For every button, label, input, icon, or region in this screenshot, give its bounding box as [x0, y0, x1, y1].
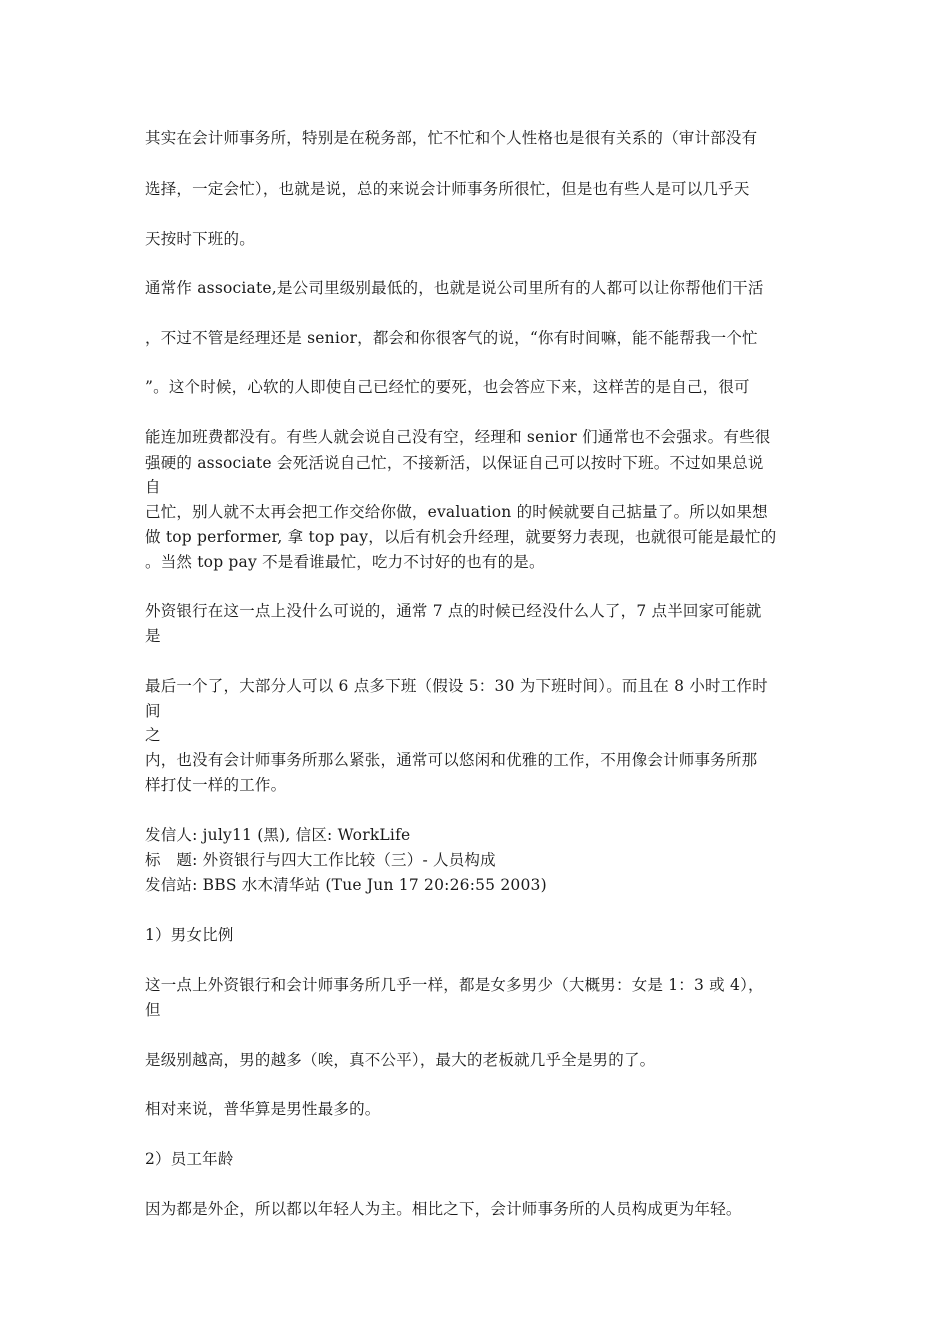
text-line: 间: [145, 702, 161, 720]
text-line: 相对来说，普华算是男性最多的。: [145, 1100, 381, 1118]
text-line: 强硬的 associate 会死活说自己忙，不接新活，以保证自己可以按时下班。不过如果总说: [145, 454, 764, 472]
section-heading: 1）男女比例: [145, 926, 234, 944]
text-line: 是: [145, 627, 161, 645]
text-line: 外资银行在这一点上没什么可说的，通常 7 点的时候已经没什么人了，7 点半回家可能就: [145, 602, 762, 620]
text-line: 做 top performer, 拿 top pay，以后有机会升经理，就要努力表现，也就很可能是最忙的: [145, 528, 777, 546]
text-line: ”。这个时候，心软的人即使自己已经忙的要死，也会答应下来，这样苦的是自己，很可: [145, 378, 750, 396]
text-line: 内，也没有会计师事务所那么紧张，通常可以悠闲和优雅的工作，不用像会计师事务所那: [145, 751, 758, 769]
text-line: 能连加班费都没有。有些人就会说自己没有空，经理和 senior 们通常也不会强求。有些很: [145, 428, 771, 446]
header-sender: 发信人: july11 (黑), 信区: WorkLife: [145, 826, 411, 844]
text-line: 是级别越高，男的越多（唉，真不公平），最大的老板就几乎全是男的了。: [145, 1051, 656, 1069]
text-line: 通常作 associate,是公司里级别最低的，也就是说公司里所有的人都可以让你帮他们干活: [145, 279, 764, 297]
header-site: 发信站: BBS 水木清华站 (Tue Jun 17 20:26:55 2003): [145, 876, 547, 894]
text-line: 最后一个了，大部分人可以 6 点多下班（假设 5：30 为下班时间）。而且在 8 小时工作时: [145, 677, 768, 695]
text-line: ，不过不管是经理还是 senior，都会和你很客气的说，“你有时间嘛，能不能帮我一个忙: [145, 329, 758, 347]
text-line: 这一点上外资银行和会计师事务所几乎一样，都是女多男少（大概男：女是 1：3 或 4），: [145, 976, 764, 994]
text-line: 自: [145, 478, 161, 496]
text-line: 天按时下班的。: [145, 230, 255, 248]
text-line: 样打仗一样的工作。: [145, 776, 287, 794]
text-line: 之: [145, 726, 161, 744]
text-line: 己忙，别人就不太再会把工作交给你做，evaluation 的时候就要自己掂量了。所以如果想: [145, 503, 768, 521]
text-line: 其实在会计师事务所，特别是在税务部，忙不忙和个人性格也是很有关系的（审计部没有: [145, 129, 758, 147]
section-heading: 2）员工年龄: [145, 1150, 234, 1168]
text-line: 因为都是外企，所以都以年轻人为主。相比之下，会计师事务所的人员构成更为年轻。: [145, 1200, 742, 1218]
text-line: 但: [145, 1001, 161, 1019]
text-line: 选择，一定会忙），也就是说，总的来说会计师事务所很忙，但是也有些人是可以几乎天: [145, 180, 750, 198]
header-title: 标 题: 外资银行与四大工作比较（三）- 人员构成: [145, 851, 496, 869]
text-line: 。当然 top pay 不是看谁最忙，吃力不讨好的也有的是。: [145, 553, 545, 571]
